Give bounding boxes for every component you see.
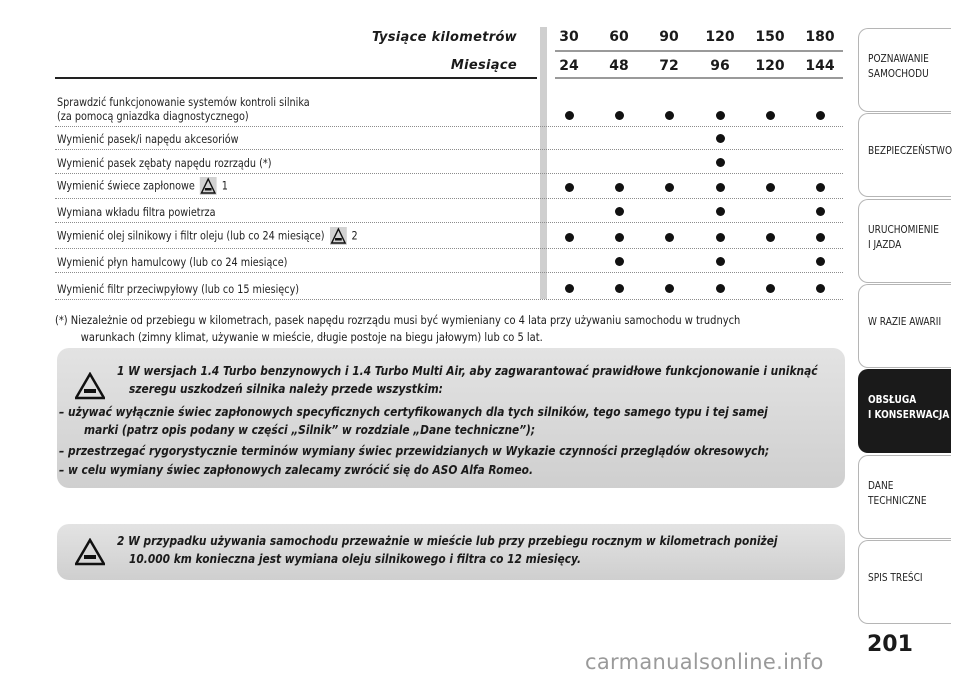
service-dot [766, 233, 775, 242]
warning-icon [330, 227, 347, 245]
warning-box-2 [57, 524, 845, 580]
sidebar-tab-line: I KONSERWACJA [868, 408, 950, 421]
km-value: 30 [559, 29, 579, 45]
service-dot [816, 284, 825, 293]
service-dot [716, 233, 725, 242]
month-value: 48 [609, 58, 629, 74]
warning-ref: 1 [221, 178, 228, 193]
service-dot [615, 207, 624, 216]
sidebar-tab-label [868, 392, 949, 422]
table-row [55, 223, 843, 249]
row-label-line: Sprawdzić funkcjonowanie systemów kontroli silnika [57, 95, 310, 109]
service-dot [716, 134, 725, 143]
sidebar-tab-label [868, 143, 952, 158]
month-value: 24 [559, 58, 579, 74]
sidebar-tab-label [868, 478, 927, 508]
sidebar-tab-label [868, 51, 929, 81]
table-row [55, 273, 843, 300]
footnote [55, 312, 741, 346]
table-row [55, 150, 843, 174]
month-header-label: Miesiące [450, 58, 517, 73]
row-label-line: Wymienić pasek/i napędu akcesoriów [57, 132, 239, 146]
warning-1-bullet: – przestrzegać rygorystycznie terminów wymiany świec przewidzianych w Wykazie czynności przeglądów okresowych; [59, 443, 770, 458]
service-dot [565, 233, 574, 242]
sidebar-tab-line: I JAZDA [868, 238, 902, 251]
service-dot [716, 284, 725, 293]
warning-icon [200, 177, 217, 195]
row-label-line: Wymienić świece zapłonowe [57, 178, 195, 193]
warning-1-bullet: – w celu wymiany świec zapłonowych zalecamy zwrócić się do ASO Alfa Romeo. [59, 462, 533, 477]
sidebar-tab-line: DANE [868, 479, 894, 492]
service-dot [615, 183, 624, 192]
km-value: 120 [705, 29, 735, 45]
month-value: 144 [805, 58, 835, 74]
row-label [57, 177, 228, 195]
sidebar-tab[interactable] [858, 284, 951, 368]
service-dot [816, 233, 825, 242]
service-dot [615, 284, 624, 293]
service-dot [716, 158, 725, 167]
row-label [57, 282, 299, 296]
service-dot [615, 257, 624, 266]
warning-1-line: 1 W wersjach 1.4 Turbo benzynowych i 1.4 Turbo Multi Air, aby zagwarantować prawidłowe funkcjonowanie i uniknąć [117, 363, 818, 378]
warning-2-line: 10.000 km konieczna jest wymiana oleju silnikowego i filtra co 12 miesięcy. [129, 551, 582, 566]
warning-ref: 2 [351, 228, 358, 243]
km-value: 90 [659, 29, 679, 45]
row-label-line: Wymienić pasek zębaty napędu rozrządu (*) [57, 156, 272, 170]
km-value: 150 [755, 29, 785, 45]
table-row [55, 80, 843, 127]
service-dot [665, 233, 674, 242]
warning-icon [75, 538, 105, 566]
km-header-label: Tysiące kilometrów [371, 30, 517, 45]
service-dot [615, 233, 624, 242]
month-value: 120 [755, 58, 785, 74]
warning-1-bullet: – używać wyłącznie świec zapłonowych specyficznych certyfikowanych dla tych silników, tego samego typu i tej samej [59, 404, 768, 419]
row-label [57, 205, 216, 219]
service-dot [766, 111, 775, 120]
service-dot [565, 183, 574, 192]
service-dot [816, 111, 825, 120]
sidebar-tab-label [868, 222, 939, 252]
row-label [57, 156, 272, 170]
table-row [55, 174, 843, 199]
sidebar-tab-line: W RAZIE AWARII [868, 315, 942, 328]
service-dot [716, 183, 725, 192]
service-dot [716, 111, 725, 120]
service-dot [766, 284, 775, 293]
header-rule-left [55, 77, 537, 79]
km-value: 60 [609, 29, 629, 45]
sidebar-tab-line: SAMOCHODU [868, 67, 929, 80]
row-label-line: Wymienić filtr przeciwpyłowy (lub co 15 miesięcy) [57, 282, 300, 296]
row-label-line: Wymienić płyn hamulcowy (lub co 24 miesiące) [57, 255, 288, 269]
sidebar-tab[interactable] [858, 540, 951, 624]
service-dot [816, 257, 825, 266]
watermark: carmanualsonline.info [585, 650, 824, 674]
sidebar-tab[interactable] [858, 199, 951, 283]
sidebar-tab-line: POZNAWANIE [868, 52, 929, 65]
service-dot [565, 111, 574, 120]
header-rule [555, 77, 843, 79]
row-label-line: Wymienić olej silnikowy i filtr oleju (lub co 24 miesiące) [57, 228, 325, 243]
sidebar-tab-line: OBSŁUGA [868, 393, 917, 406]
sidebar-tab[interactable] [858, 369, 951, 453]
footnote-line: warunkach (zimny klimat, używanie w mieście, długie postoje na biegu jałowym) lub co 5 lat. [80, 330, 543, 344]
km-value: 180 [805, 29, 835, 45]
service-dot [565, 284, 574, 293]
service-dot [665, 183, 674, 192]
service-dot [766, 183, 775, 192]
table-row [55, 127, 843, 150]
footnote-line: (*) Niezależnie od przebiegu w kilometrach, pasek napędu rozrządu musi być wymieniany co 4 lata przy używaniu samochodu w trudnych [55, 313, 741, 327]
sidebar-tab[interactable] [858, 113, 951, 197]
service-dot [716, 257, 725, 266]
table-row [55, 199, 843, 223]
sidebar-tab-line: TECHNICZNE [868, 494, 927, 507]
warning-1-line: szeregu uszkodzeń silnika należy przede wszystkim: [129, 381, 443, 396]
month-value: 72 [659, 58, 679, 74]
sidebar-tab-label [868, 570, 923, 585]
page-number: 201 [867, 632, 913, 657]
row-label-line: (za pomocą gniazdka diagnostycznego) [57, 109, 249, 123]
service-dot [615, 111, 624, 120]
header-rule [555, 50, 843, 52]
sidebar-tab-label [868, 314, 941, 329]
warning-box-1 [57, 348, 845, 488]
service-dot [816, 183, 825, 192]
sidebar-tab-line: BEZPIECZEŃSTWO [868, 144, 953, 157]
service-dot [665, 111, 674, 120]
warning-2-line: 2 W przypadku używania samochodu przeważnie w mieście lub przy przebiegu rocznym w kilometrach poniżej [117, 533, 778, 548]
warning-1-line: marki (patrz opis podany w części „Silnik” w rozdziale „Dane techniczne”); [84, 422, 536, 437]
sidebar-tab-line: SPIS TREŚCI [868, 571, 923, 584]
sidebar-tab[interactable] [858, 28, 951, 112]
row-label [57, 95, 310, 123]
service-dot [716, 207, 725, 216]
row-label-line: Wymiana wkładu filtra powietrza [57, 205, 216, 219]
sidebar-tab-line: URUCHOMIENIE [868, 223, 939, 236]
sidebar-tab[interactable] [858, 455, 951, 539]
warning-icon [75, 372, 105, 400]
month-value: 96 [710, 58, 730, 74]
table-row [55, 249, 843, 273]
service-dot [816, 207, 825, 216]
service-dot [665, 284, 674, 293]
row-label [57, 227, 358, 245]
row-label [57, 132, 239, 146]
row-label [57, 255, 287, 269]
